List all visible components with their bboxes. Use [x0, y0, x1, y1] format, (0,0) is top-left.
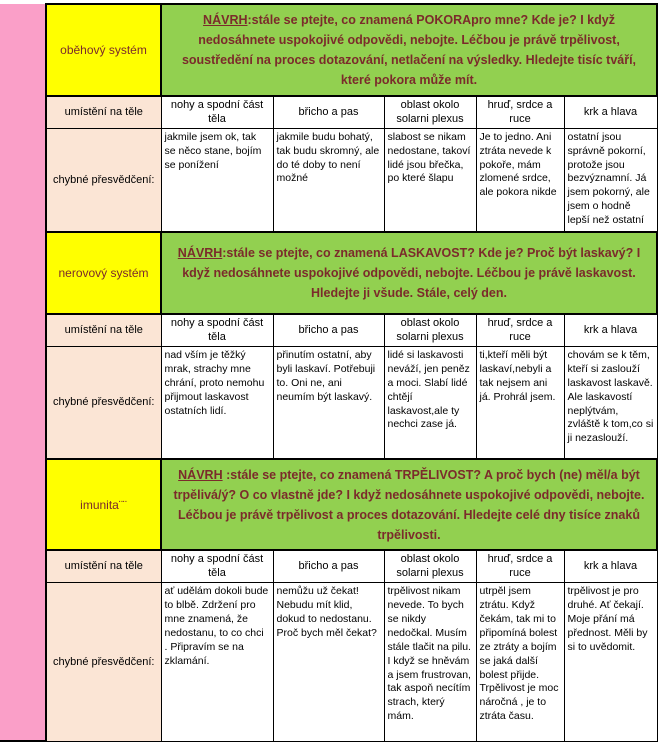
column-header-legs: nohy a spodní část těla: [161, 96, 273, 128]
suggestion-title: NÁVRH: [177, 246, 223, 261]
belief-cell: ostatní jsou správně pokorní, protože jsou bezvýznamní. Já jsem pokorný, ale jsem o hodně lepší než ostatní: [564, 128, 657, 232]
column-header-chest: hruď, srdce a ruce: [476, 550, 564, 582]
suggestion-text: :stále se ptejte, co znamená POKORApro mne? Kde je? I když nedosáhnete uspokojivé odpovědi, nebojte. Léčbou je právě trpělivost, soustředění na proces dotazování, netlačení na výsledky. Hledejte tisíc tváří, které pokora může mít.: [181, 13, 637, 87]
column-header-belly: břicho a pas: [273, 550, 384, 582]
belief-cell: chovám se k těm, kteří si zaslouží laskavost laskavě. Ale laskavostí neplýtvám, zvláště k tom,co si ji nezaslouží.: [564, 346, 657, 459]
belief-cell: ať udělám dokoli bude to blbě. Zdržení pro mne znamená, že nedostanu, to co chci . Připravím se na zklamání.: [161, 582, 273, 741]
body-systems-belief-table: [0, 3, 658, 742]
belief-cell: přinutím ostatní, aby byli laskaví. Potřebuji to. Oni ne, ani neumím být laskavý.: [273, 346, 384, 459]
belief-row-label: chybné přesvědčení:: [46, 346, 161, 459]
suggestion-cell: [161, 232, 657, 314]
belief-cell: trpělivost nikam nevede. To bych se nikdy nedočkal. Musím stále tlačit na pilu. I když se hněvám a jsem frustrovan, tak aspoň necítím strach, který mám.: [384, 582, 476, 741]
column-header-chest: hruď, srdce a ruce: [476, 96, 564, 128]
column-header-legs: nohy a spodní část těla: [161, 550, 273, 582]
system-label-cell: nerovový systém: [46, 232, 161, 314]
suggestion-cell: [161, 4, 657, 96]
suggestion-cell: [161, 459, 657, 550]
column-header-belly: břicho a pas: [273, 96, 384, 128]
belief-cell: utrpěl jsem ztrátu. Když čekám, tak mi to připomíná bolest ze ztráty a bojím se jaká další bolest přijde. Trpělivost je moc náročná , je to ztráta času.: [476, 582, 564, 741]
belief-cell: slabost se nikam nedostane, takoví lidé jsou břečka, po které šlapu: [384, 128, 476, 232]
belief-row-label: chybné přesvědčení:: [46, 128, 161, 232]
belief-cell: jakmile jsem ok, tak se něco stane, bojím se ponížení: [161, 128, 273, 232]
location-row-label: umístění na těle: [46, 550, 161, 582]
column-header-solar-plexus: oblast okolo solarni plexus: [384, 314, 476, 346]
suggestion-text: :stále se ptejte, co znamená TRPĚLIVOST? A proč bych (ne) měl/a být trpělivá/ý? O co vlastně jde? I když nedosáhnete uspokojivé odpovědi, nebojte. Léčbou je právě trpělivost a proces dotazování. Hledejte celé dny tisíce znaků trpělivosti.: [173, 467, 645, 542]
column-header-neck-head: krk a hlava: [564, 96, 657, 128]
belief-cell: Je to jedno. Ani ztráta nevede k pokoře, mám zlomené srdce, ale pokora nikde: [476, 128, 564, 232]
location-row-label: umístění na těle: [46, 96, 161, 128]
pink-margin-column: [0, 4, 46, 741]
system-label-cell: oběhový systém: [46, 4, 161, 96]
location-row-label: umístění na těle: [46, 314, 161, 346]
column-header-solar-plexus: oblast okolo solarni plexus: [384, 96, 476, 128]
belief-cell: ti,kteří měli být laskaví,nebyli a tak nejsem ani já. Prohrál jsem.: [476, 346, 564, 459]
column-header-solar-plexus: oblast okolo solarni plexus: [384, 550, 476, 582]
column-header-belly: břicho a pas: [273, 314, 384, 346]
belief-cell: trpělivost je pro druhé. Ať čekají. Moje přání má přednost. Měli by si to uvědomit.: [564, 582, 657, 741]
column-header-neck-head: krk a hlava: [564, 550, 657, 582]
belief-cell: jakmile budu bohatý, tak budu skromný, ale do té doby to není možné: [273, 128, 384, 232]
belief-cell: nad vším je těžký mrak, strachy mne chrání, proto nemohu přijmout laskavost ostatních lidí.: [161, 346, 273, 459]
column-header-neck-head: krk a hlava: [564, 314, 657, 346]
column-header-legs: nohy a spodní část těla: [161, 314, 273, 346]
suggestion-title: NÁVRH: [203, 13, 248, 27]
belief-cell: nemůžu už čekat! Nebudu mít klid, dokud to nedostanu. Proč bych měl čekat?: [273, 582, 384, 741]
suggestion-title: NÁVRH: [178, 467, 223, 482]
belief-cell: lidé si laskavosti neváží, jen peněz a moci. Slabí lidé chtějí laskavost,ale ty nechci zase já.: [384, 346, 476, 459]
suggestion-text: :stále se ptejte, co znamená LASKAVOST? Kde je? Proč být laskavý? I když nedosáhnete uspokojivé odpovědi, nebojte. Léčbou je právě laskavost. Hledejte ji všude. Stále, celý den.: [182, 246, 641, 301]
column-header-chest: hruď, srdce a ruce: [476, 314, 564, 346]
belief-row-label: chybné přesvědčení:: [46, 582, 161, 741]
system-label-cell: imunita¨¨: [46, 459, 161, 550]
